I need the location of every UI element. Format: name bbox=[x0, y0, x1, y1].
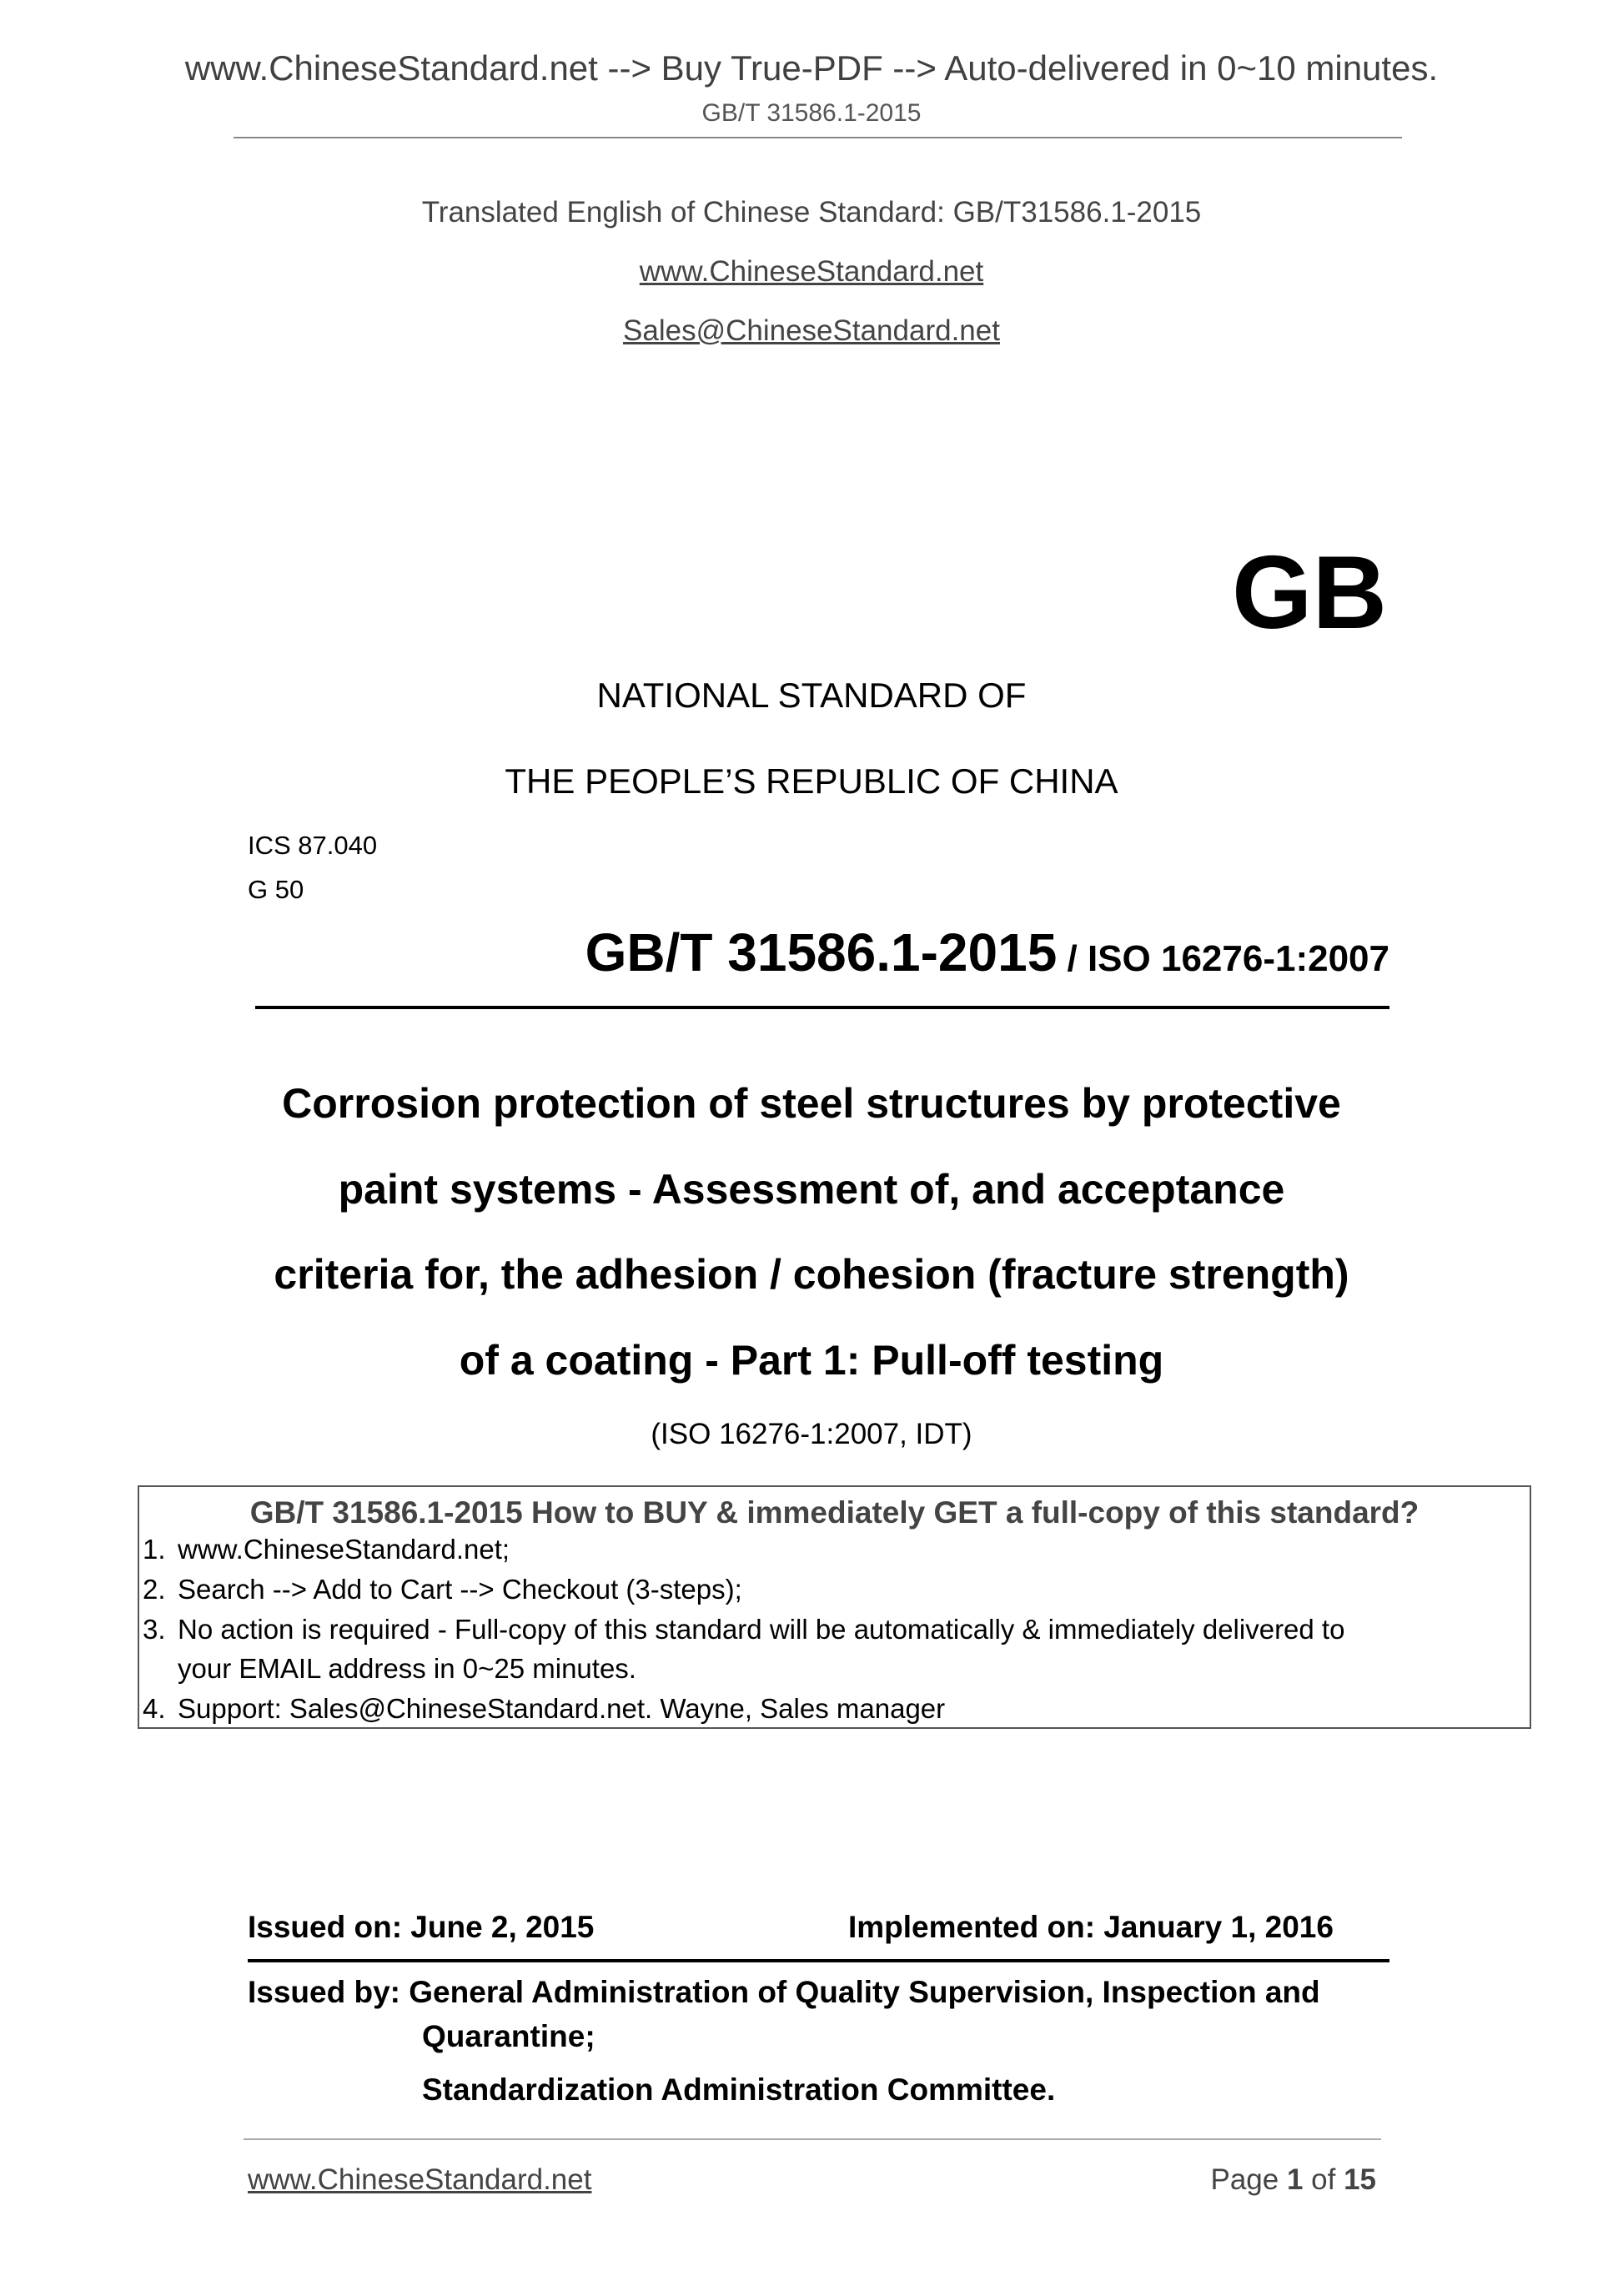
title-line: Corrosion protection of steel structures by protective bbox=[282, 1080, 1341, 1127]
iso-reference: / ISO 16276-1:2007 bbox=[1057, 938, 1389, 979]
equivalence: (ISO 16276-1:2007, IDT) bbox=[651, 1418, 972, 1450]
item-text: your EMAIL address in 0~25 minutes. bbox=[178, 1653, 636, 1684]
list-item bbox=[143, 1574, 742, 1605]
item-number: 1. bbox=[143, 1534, 166, 1565]
buy-info-box bbox=[138, 1485, 1531, 1729]
title-line: criteria for, the adhesion / cohesion (fracture strength) bbox=[274, 1251, 1349, 1298]
list-item bbox=[143, 1614, 1344, 1645]
translated-line: Translated English of Chinese Standard: GB/T31586.1-2015 bbox=[421, 196, 1202, 229]
implemented-on: Implemented on: January 1, 2016 bbox=[848, 1910, 1334, 1944]
list-item bbox=[143, 1534, 510, 1565]
email-link[interactable]: Sales@ChineseStandard.net bbox=[623, 314, 1000, 347]
title-rule bbox=[255, 1006, 1389, 1009]
national-line-2: THE PEOPLE’S REPUBLIC OF CHINA bbox=[505, 761, 1118, 801]
item-number: 3. bbox=[143, 1614, 166, 1645]
title-line: paint systems - Assessment of, and acceptance bbox=[338, 1166, 1285, 1213]
header-rule bbox=[234, 137, 1402, 138]
issued-by-label: Issued by: bbox=[248, 1975, 400, 2009]
ccs-code: G 50 bbox=[248, 875, 304, 904]
issued-by-line-2: Quarantine; bbox=[422, 2019, 595, 2053]
item-text: Search --> Add to Cart --> Checkout (3-steps); bbox=[178, 1574, 742, 1605]
ics-code: ICS 87.040 bbox=[248, 831, 378, 860]
std-number: GB/T 31586.1-2015 bbox=[585, 922, 1058, 982]
issued-by-line-3: Standardization Administration Committee. bbox=[422, 2072, 1056, 2107]
issued-by bbox=[248, 1975, 1320, 2010]
list-item bbox=[143, 1653, 636, 1685]
issued-by-line-1: General Administration of Quality Supervision, Inspection and bbox=[409, 1975, 1320, 2009]
website-link[interactable]: www.ChineseStandard.net bbox=[639, 255, 984, 288]
gb-logo: GB bbox=[1232, 535, 1387, 651]
standard-number bbox=[585, 922, 1389, 983]
running-head: GB/T 31586.1-2015 bbox=[701, 99, 922, 127]
footer-website-link[interactable]: www.ChineseStandard.net bbox=[248, 2163, 592, 2196]
footer-rule bbox=[244, 2138, 1381, 2140]
item-text: No action is required - Full-copy of this standard will be automatically & immediately delivered to bbox=[178, 1614, 1345, 1645]
page-number: Page 1 of 15 bbox=[1210, 2163, 1376, 2196]
title-line: of a coating - Part 1: Pull-off testing bbox=[459, 1337, 1164, 1384]
national-line-1: NATIONAL STANDARD OF bbox=[596, 676, 1027, 715]
issue-rule bbox=[248, 1959, 1389, 1962]
item-text: www.ChineseStandard.net; bbox=[178, 1534, 510, 1565]
item-number: 2. bbox=[143, 1574, 166, 1605]
buy-box-title: GB/T 31586.1-2015 How to BUY & immediately GET a full-copy of this standard? bbox=[249, 1495, 1419, 1530]
item-number: 4. bbox=[143, 1693, 166, 1724]
item-text: Support: Sales@ChineseStandard.net. Wayne, Sales manager bbox=[178, 1693, 946, 1724]
list-item bbox=[143, 1693, 945, 1725]
banner: www.ChineseStandard.net --> Buy True-PDF --> Auto-delivered in 0~10 minutes. bbox=[184, 48, 1439, 88]
issued-on: Issued on: June 2, 2015 bbox=[248, 1910, 595, 1944]
